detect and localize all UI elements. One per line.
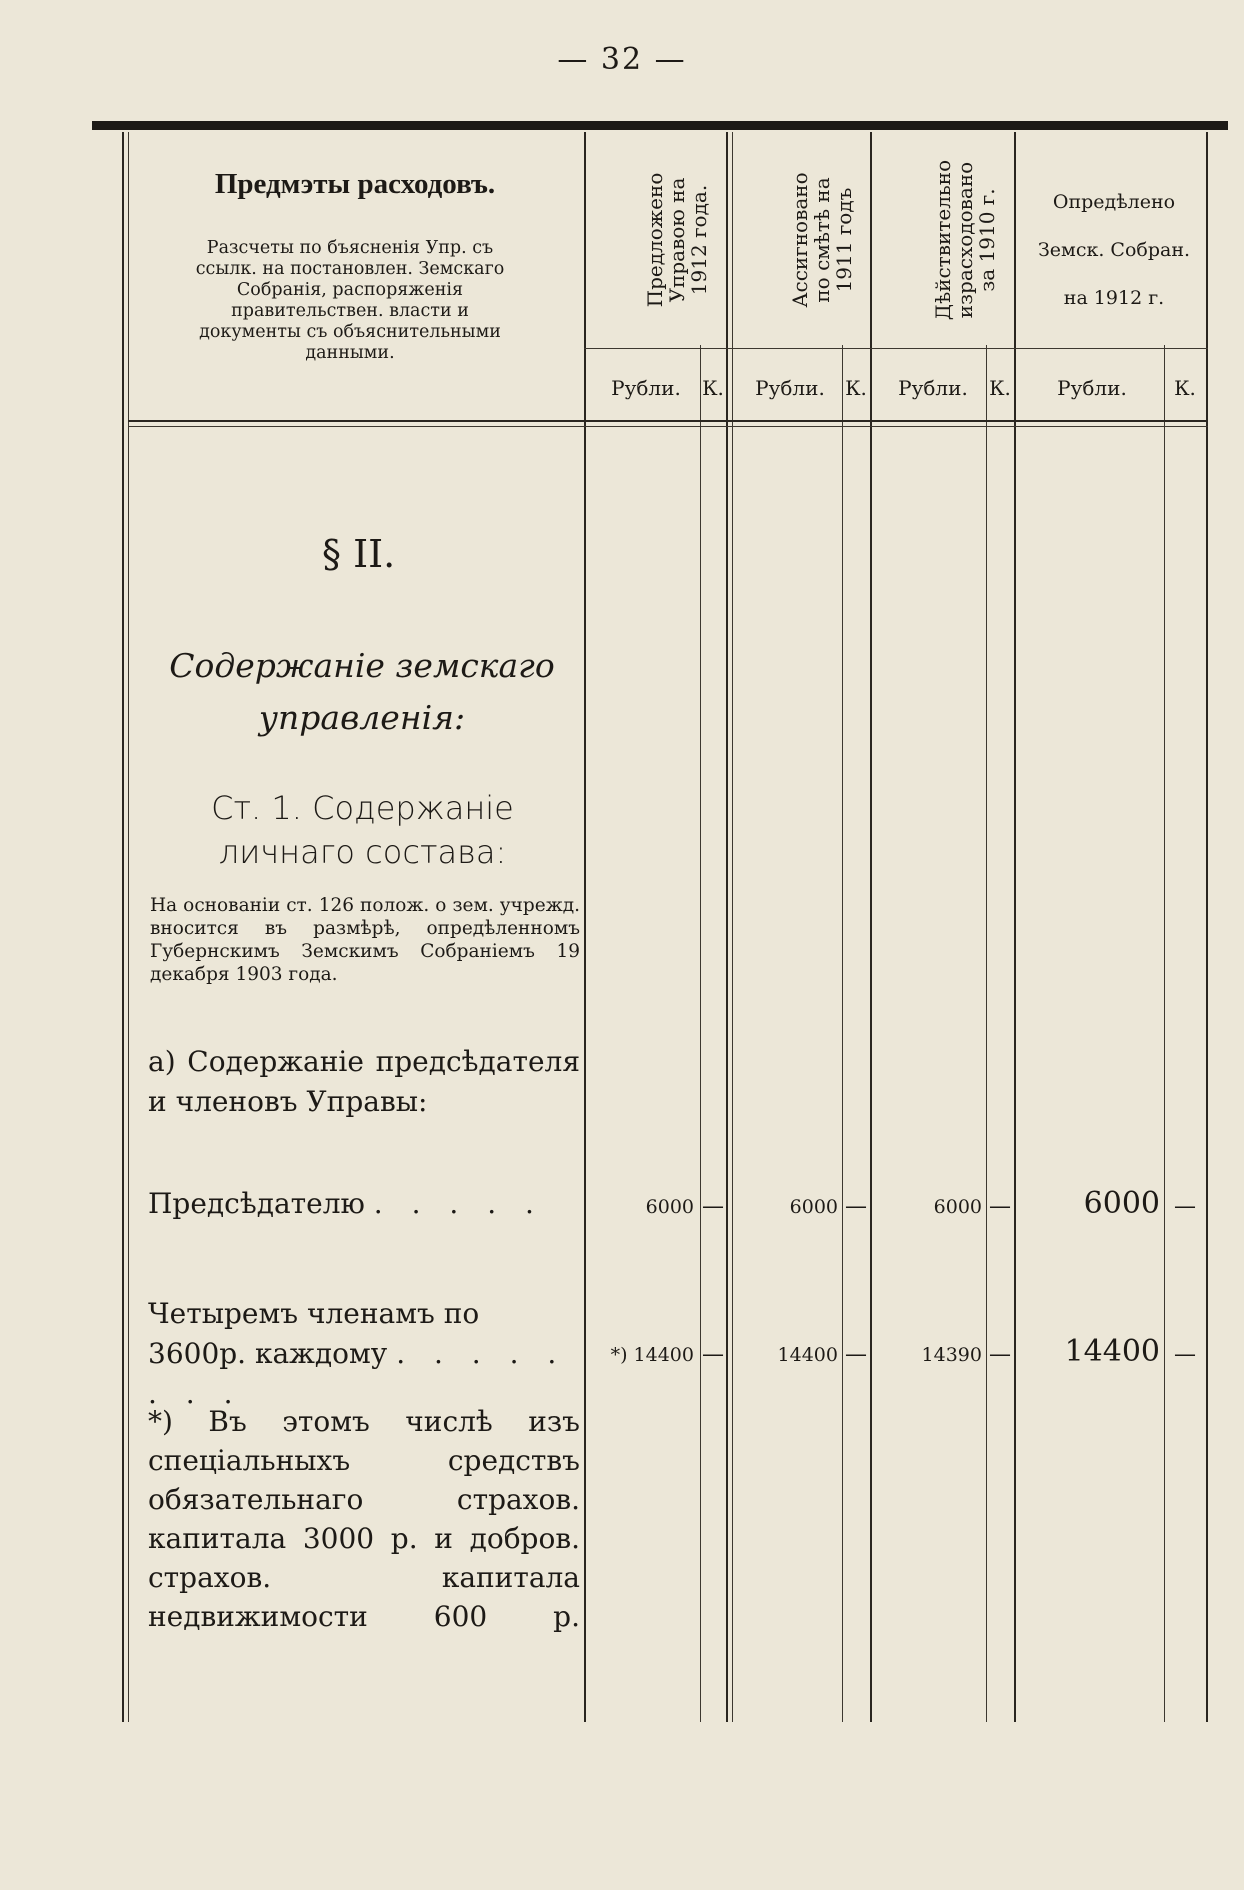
unit-rub-assigned: Рубли. — [755, 376, 825, 400]
cell-kop: — — [845, 1194, 867, 1219]
cell-kop: — — [989, 1194, 1011, 1219]
cell-assigned: 14400 — [777, 1344, 838, 1366]
column-description: Разсчеты по бъясненія Упр. съ ссылк. на постановлен. Земскаго Собранія, распоряженія правительствен. власти и документы съ объяснительными данными. — [195, 238, 505, 363]
cell-defined: 14400 — [1064, 1334, 1160, 1369]
header-actual-line3: за 1910 г. — [975, 188, 999, 292]
header-proposed-line3: 1912 года. — [687, 184, 711, 296]
header-actual-line1: Дѣйствительно — [931, 159, 955, 321]
cell-kop: — — [702, 1194, 724, 1219]
unit-rub-actual: Рубли. — [898, 376, 968, 400]
cell-defined: 6000 — [1083, 1186, 1160, 1221]
leader-dots: . . . . . . . . — [148, 1337, 567, 1410]
header-defined-line1: Опредѣлено — [1052, 191, 1176, 213]
unit-kop-assigned: К. — [845, 376, 867, 400]
row-label-text: Четыремъ членамъ по 3600р. каждому — [148, 1297, 480, 1370]
cell-kop: — — [702, 1342, 724, 1367]
header-proposed — [644, 130, 710, 350]
cell-kop: — — [1174, 1194, 1196, 1219]
article-title: Ст. 1. Содержаніе личнаго состава: — [211, 789, 514, 871]
row-label-text: Предсѣдателю — [148, 1187, 365, 1220]
section-mark: § II. — [322, 532, 396, 576]
cell-actual: 14390 — [921, 1344, 982, 1366]
header-assigned-line1: Ассигновано — [788, 172, 812, 308]
cell-kop: — — [1174, 1342, 1196, 1367]
cell-proposed: 6000 — [645, 1196, 694, 1218]
cell-kop: — — [845, 1342, 867, 1367]
subsection-a: а) Содержаніе предсѣдателя и членовъ Управы: — [148, 1045, 580, 1118]
cell-assigned: 6000 — [789, 1196, 838, 1218]
top-rule — [92, 121, 1228, 130]
header-actual — [932, 130, 998, 350]
page-number: — 32 — — [557, 42, 687, 77]
unit-rub-proposed: Рубли. — [611, 376, 681, 400]
header-defined-line3: на 1912 г. — [1063, 287, 1165, 309]
column-title-expenses: Предмэты расходовъ. — [214, 168, 496, 200]
header-assigned — [789, 130, 855, 350]
unit-rub-defined: Рубли. — [1057, 376, 1127, 400]
cell-proposed: *) 14400 — [610, 1344, 694, 1366]
leader-dots: . . . . . — [373, 1187, 544, 1220]
cell-actual: 6000 — [933, 1196, 982, 1218]
cell-kop: — — [989, 1342, 1011, 1367]
header-proposed-line2: Управою на — [665, 177, 689, 303]
article-note: На основаніи ст. 126 полож. о зем. учрежд. вносится въ размѣрѣ, опредѣленномъ Губернскимъ Земскимъ Собраніемъ 19 декабря 1903 года. — [150, 895, 580, 985]
row-label-members — [148, 1294, 580, 1414]
unit-kop-actual: К. — [989, 376, 1011, 400]
header-defined-line2: Земск. Собран. — [1037, 239, 1191, 261]
row-label-chairman — [148, 1184, 580, 1224]
footnote: *) Въ этомъ числѣ изъ спеціальныхъ средствъ обязательнаго страхов. капитала 3000 р. и добров. страхов. капитала недвижимости 600 р. — [148, 1405, 580, 1633]
header-proposed-line1: Предложено — [643, 172, 667, 308]
unit-kop-defined: К. — [1174, 376, 1196, 400]
header-actual-line2: израсходовано — [953, 161, 977, 319]
header-assigned-line2: по смѣтѣ на — [810, 177, 834, 303]
header-defined — [1018, 178, 1210, 322]
header-assigned-line3: 1911 годъ — [832, 187, 856, 293]
section-title: Содержаніе земскаго управленія: — [169, 646, 555, 737]
unit-kop-proposed: К. — [702, 376, 724, 400]
